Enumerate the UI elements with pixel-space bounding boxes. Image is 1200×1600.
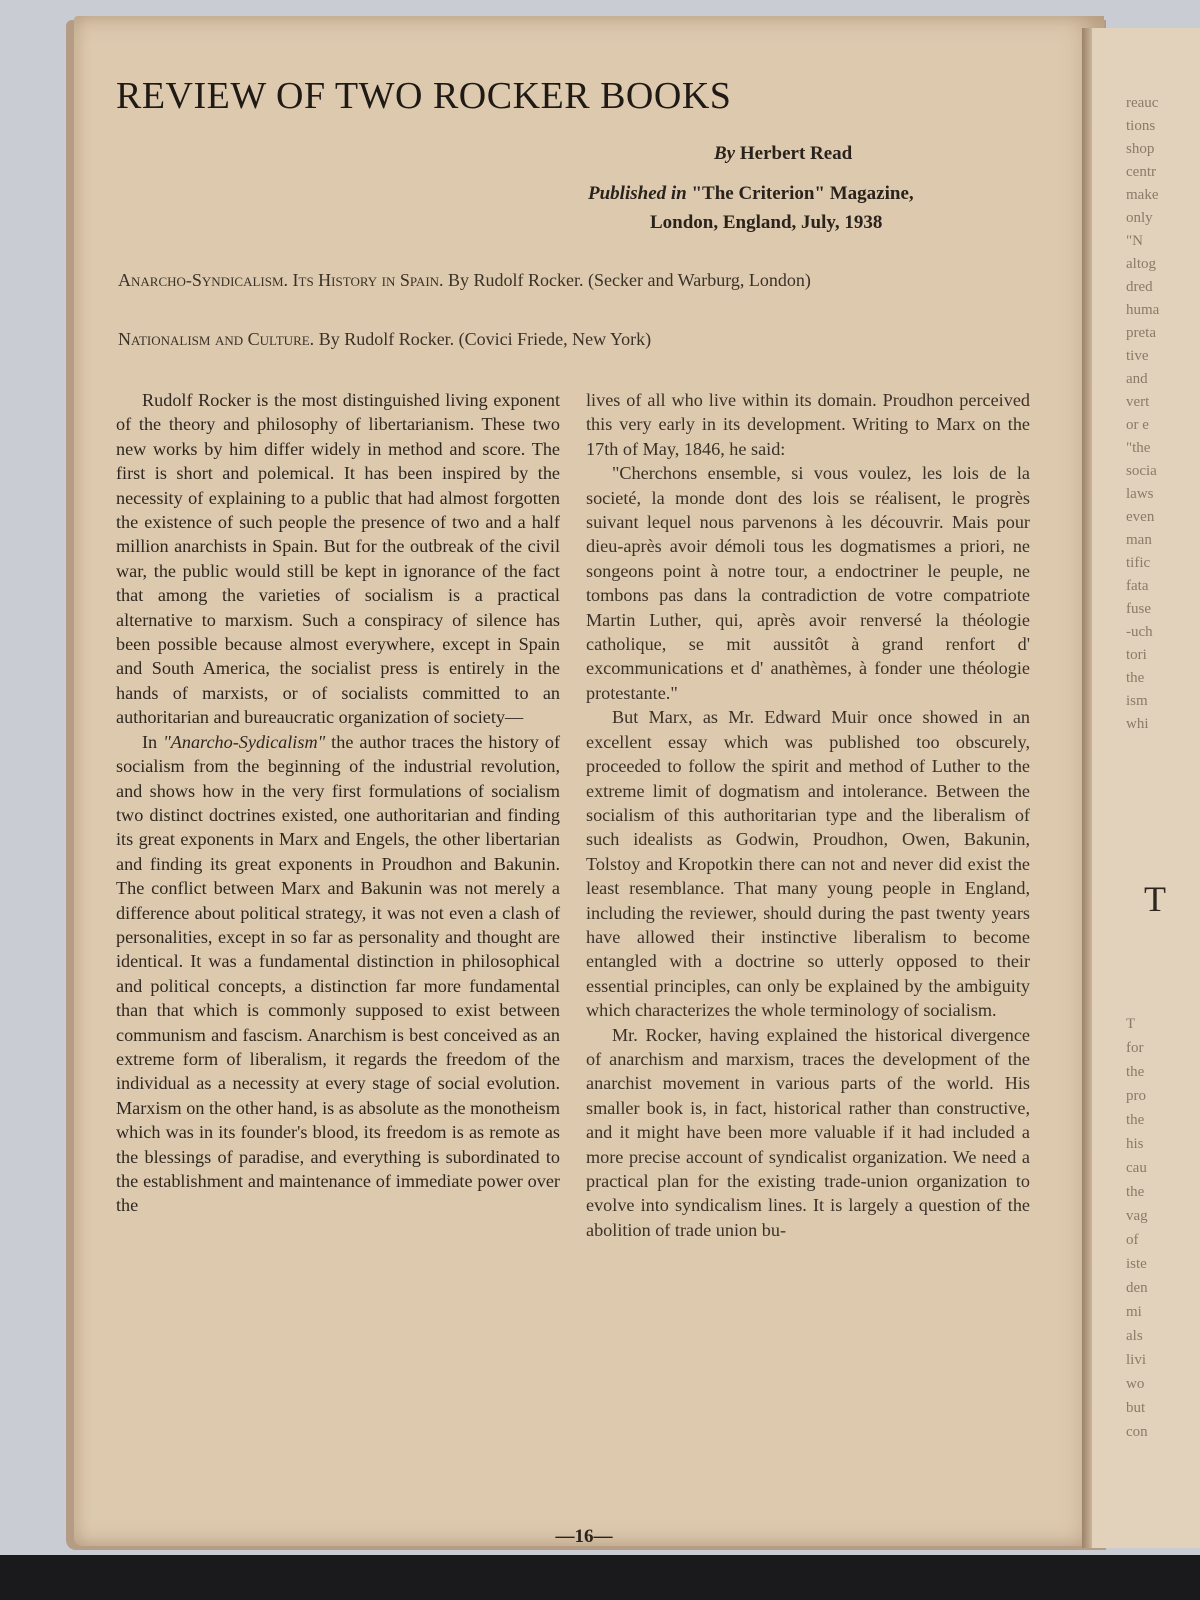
- publication-place: London, England, July, 1938: [650, 212, 883, 233]
- adjacent-text-fragment: "N: [1126, 233, 1143, 249]
- adjacent-text-fragment: tific: [1126, 555, 1151, 571]
- book-details: By Rudolf Rocker. (Covici Friede, New York): [318, 329, 652, 349]
- adjacent-text-fragment: whi: [1126, 716, 1149, 732]
- adjacent-text-fragment: of: [1126, 1232, 1139, 1248]
- paragraph-lead: In: [142, 731, 164, 752]
- adjacent-text-fragment: pro: [1126, 1088, 1146, 1104]
- adjacent-text-fragment: als: [1126, 1328, 1143, 1344]
- adjacent-text-fragment: but: [1126, 1400, 1146, 1416]
- published-in: Published in: [588, 183, 687, 204]
- paragraph: [116, 730, 560, 1218]
- adjacent-text-fragment: laws: [1126, 486, 1154, 502]
- adjacent-text-fragment: dred: [1126, 279, 1153, 295]
- byline-by: By: [714, 143, 736, 164]
- book-title: Nationalism and Culture.: [118, 329, 315, 349]
- book-reference: [118, 268, 1038, 293]
- adjacent-text-fragment: tive: [1126, 348, 1149, 364]
- text-column-left: [116, 388, 560, 1218]
- adjacent-page-heading: T: [1144, 879, 1166, 919]
- book-gutter: [1082, 28, 1092, 1548]
- paragraph: Rudolf Rocker is the most distinguished living exponent of the theory and philosophy of libertarianism. These two new works by him differ widely in method and score. The first is short and polemical. It has been inspired by the necessity of explaining to a public that had almost forgotten the existence of such people the presence of two and a half million anarchists in Spain. But for the outbreak of the civil war, the public would still be kept in ignorance of the fact that among the varieties of socialism is a practical alternative to marxism. Such a conspiracy of silence has been possible because almost everywhere, except in Spain and South America, the socialist press is entirely in the hands of marxists, or of socialists committed to an authoritarian and bureaucratic organization of society—: [116, 390, 560, 728]
- dark-backdrop: [0, 1555, 1200, 1600]
- page-number: —16—: [555, 1526, 613, 1547]
- publication-line: [588, 183, 914, 205]
- adjacent-text-fragment: T: [1126, 1016, 1136, 1032]
- adjacent-text-fragment: tions: [1126, 118, 1156, 134]
- adjacent-text-fragment: -uch: [1126, 624, 1153, 640]
- adjacent-text-fragment: socia: [1126, 463, 1157, 479]
- book-reference: [118, 327, 1038, 352]
- adjacent-text-fragment: the: [1126, 1112, 1145, 1128]
- adjacent-text-fragment: man: [1126, 532, 1152, 548]
- book-details: By Rudolf Rocker. (Secker and Warburg, London): [448, 270, 811, 290]
- paragraph-rest: the author traces the history of socialism from the beginning of the industrial revolution, and shows how in the very first formulations of socialism two distinct doctrines existed, one authoritarian and finding its great exponents in Marx and Engels, the other libertarian and finding its great exponents in Proudhon and Bakunin. The conflict between Marx and Bakunin was not merely a difference about political strategy, it was not even a clash of personalities, except in so far as personality and thought are identical. It was a fundamental distinction in philosophical and political concepts, a distinction far more fundamental than that which is commonly supposed to exist between communism and fascism. Anarchism is best conceived as an extreme form of liberalism, it regards the freedom of the individual as a necessity at every stage of social evolution. Marxism on the other hand, is as absolute as the monotheism which was in its founder's blood, its freedom is as remote as the blessings of paradise, and everything is subordinated to the establishment and maintenance of immediate power over the: [116, 731, 561, 1216]
- french-quotation: "Cherchons ensemble, si vous voulez, les lois de la societé, la monde dont des lois se réalisent, le progrès suivant lequel nous parvenons à les découvrir. Mais pour dieu-après avoir démoli tous les dogmatismes a priori, ne songeons point à notre tour, a endoctriner le peuple, ne tombons pas dans la contradiction de votre compatriote Martin Luther, qui, après avoir renversé la théologie catholique, se mit aussitôt à grand renfort d' excommunications et d' anathèmes, à fonder une théologie protestante.": [586, 463, 1030, 703]
- adjacent-text-fragment: the: [1126, 1184, 1145, 1200]
- adjacent-text-fragment: ism: [1126, 693, 1148, 709]
- adjacent-text-fragment: only: [1126, 210, 1153, 226]
- adjacent-text-fragment: preta: [1126, 325, 1156, 341]
- adjacent-text-fragment: shop: [1126, 141, 1155, 157]
- adjacent-text-fragment: iste: [1126, 1256, 1147, 1272]
- adjacent-text-fragment: or e: [1126, 417, 1149, 433]
- paragraph: Mr. Rocker, having explained the historical divergence of anarchism and marxism, traces the development of the anarchist movement in various parts of the world. His smaller book is, in fact, historical rather than constructive, and it might have been more valuable if it had included a more precise account of syndicalist organization. We need a practical plan for the existing trade-union organization to evolve into syndicalism lines. It is largely a question of the abolition of trade union bu-: [586, 1024, 1030, 1240]
- adjacent-text-fragment: reauc: [1126, 95, 1159, 111]
- adjacent-text-fragment: vert: [1126, 394, 1150, 410]
- adjacent-text-fragment: fata: [1126, 578, 1149, 594]
- article-title: REVIEW OF TWO ROCKER BOOKS: [116, 75, 732, 117]
- adjacent-text-fragment: vag: [1126, 1208, 1148, 1224]
- adjacent-text-fragment: den: [1126, 1280, 1148, 1296]
- paragraph: lives of all who live within its domain. Proudhon perceived this very early in its development. Writing to Marx on the 17th of May, 1846, he said:: [586, 390, 1030, 459]
- adjacent-text-fragment: wo: [1126, 1376, 1145, 1392]
- adjacent-text-fragment: con: [1126, 1424, 1148, 1440]
- publication-name: "The Criterion" Magazine,: [691, 183, 914, 204]
- adjacent-text-fragment: "the: [1126, 440, 1151, 456]
- adjacent-text-fragment: cau: [1126, 1160, 1147, 1176]
- paragraph: But Marx, as Mr. Edward Muir once showed in an excellent essay which was published too obscurely, proceeded to follow the spirit and method of Luther to the extreme limit of dogmatism and intolerance. Between the socialism of this authoritarian type and the liberalism of such idealists as Godwin, Proudhon, Owen, Bakunin, Tolstoy and Kropotkin there can not and never did exist the least resemblance. That many young people in England, including the reviewer, should during the past twenty years have allowed their instinctive liberalism to become entangled with a doctrine so utterly opposed to their essential principles, can only be explained by the ambiguity which characterizes the whole terminology of socialism.: [586, 707, 1030, 1021]
- adjacent-text-fragment: the: [1126, 1064, 1145, 1080]
- byline: [714, 143, 852, 165]
- adjacent-text-fragment: tori: [1126, 647, 1147, 663]
- author-name: Herbert Read: [739, 143, 853, 164]
- adjacent-text-fragment: centr: [1126, 164, 1156, 180]
- text-column-right: [586, 388, 1030, 1242]
- adjacent-text-fragment: make: [1126, 187, 1159, 203]
- adjacent-text-fragment: altog: [1126, 256, 1156, 272]
- adjacent-text-fragment: and: [1126, 371, 1148, 387]
- adjacent-text-fragment: for: [1126, 1040, 1144, 1056]
- adjacent-page: [1092, 28, 1200, 1548]
- magazine-page: [74, 16, 1104, 1546]
- work-title: "Anarcho-Sydicalism": [163, 731, 326, 752]
- book-title: Anarcho-Syndicalism. Its History in Spain.: [118, 270, 444, 290]
- adjacent-text-fragment: the: [1126, 670, 1145, 686]
- adjacent-text-fragment: his: [1126, 1136, 1144, 1152]
- adjacent-text-fragment: even: [1126, 509, 1155, 525]
- adjacent-text-fragment: huma: [1126, 302, 1160, 318]
- adjacent-text-fragment: mi: [1126, 1304, 1142, 1320]
- adjacent-text-fragment: livi: [1126, 1352, 1147, 1368]
- adjacent-text-fragment: fuse: [1126, 601, 1151, 617]
